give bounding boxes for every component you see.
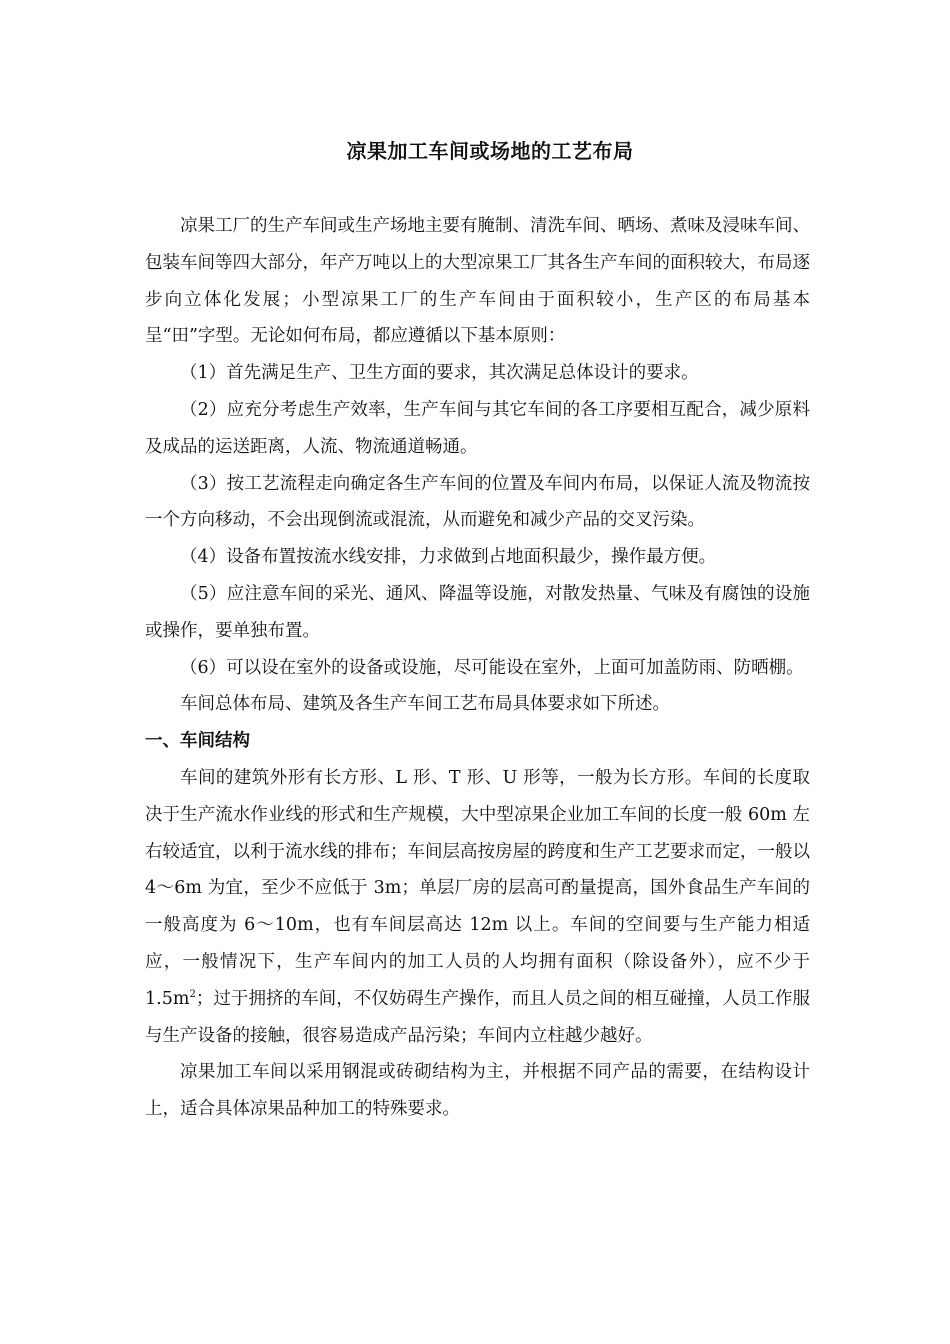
- intro-paragraph: 凉果工厂的生产车间或生产场地主要有腌制、清洗车间、晒场、煮味及浸味车间、包装车间等四大部分，年产万吨以上的大型凉果工厂其各生产车间的面积较大，布局逐步向立体化发展；小型凉果工厂的生产车间由于面积较小，生产区的布局基本呈“田”字型。无论如何布局，都应遵循以下基本原则：: [145, 216, 810, 347]
- principle-6: （6）可以设在室外的设备或设施，尽可能设在室外，上面可加盖防雨、防晒棚。: [180, 657, 804, 678]
- structure-material-paragraph: 凉果加工车间以采用钢混或砖砌结构为主，并根据不同产品的需要，在结构设计上，适合具体凉果品种加工的特殊要求。: [145, 1062, 810, 1120]
- principle-5: （5）应注意车间的采光、通风、降温等设施，对散发热量、气味及有腐蚀的设施或操作，要单独布置。: [145, 583, 810, 641]
- principle-1: （1）首先满足生产、卫生方面的要求，其次满足总体设计的要求。: [180, 363, 699, 384]
- section-heading-workshop-structure: 一、车间结构: [145, 731, 250, 752]
- workshop-structure-paragraph: [145, 760, 810, 1054]
- principle-4: （4）设备布置按流水线安排，力求做到占地面积最少，操作最方便。: [180, 547, 717, 568]
- principle-2: （2）应充分考虑生产效率，生产车间与其它车间的各工序要相互配合，减少原料及成品的运送距离，人流、物流通道畅通。: [145, 399, 810, 457]
- document-title: 凉果加工车间或场地的工艺布局: [346, 139, 634, 163]
- document-body: [145, 208, 810, 1128]
- squared-superscript: 2: [189, 988, 196, 1000]
- transition-paragraph: 车间总体布局、建筑及各生产车间工艺布局具体要求如下所述。: [180, 694, 670, 715]
- paragraph-text-part-2: ；过于拥挤的车间，不仅妨碍生产操作，而且人员之间的相互碰撞，人员工作服与生产设备的接触，很容易造成产品污染；车间内立柱越少越好。: [145, 988, 810, 1046]
- principle-3: （3）按工艺流程走向确定各生产车间的位置及车间内布局，以保证人流及物流按一个方向移动，不会出现倒流或混流，从而避免和减少产品的交叉污染。: [145, 473, 810, 531]
- paragraph-text-part-1: 车间的建筑外形有长方形、L 形、T 形、U 形等，一般为长方形。车间的长度取决于生产流水作业线的形式和生产规模，大中型凉果企业加工车间的长度一般 60m 左右较适宜，以利于流水线的排布；车间层高按房屋的跨度和生产工艺要求而定，一般以 4～6m 为宜，至少不应低于 3m；单层厂房的层高可酌量提高，国外食品生产车间的一般高度为 6～10m，也有车间层高达 12m 以上。车间的空间要与生产能力相适应，一般情况下，生产车间内的加工人员的人均拥有面积（除设备外），应不少于 1.5m: [145, 767, 810, 1009]
